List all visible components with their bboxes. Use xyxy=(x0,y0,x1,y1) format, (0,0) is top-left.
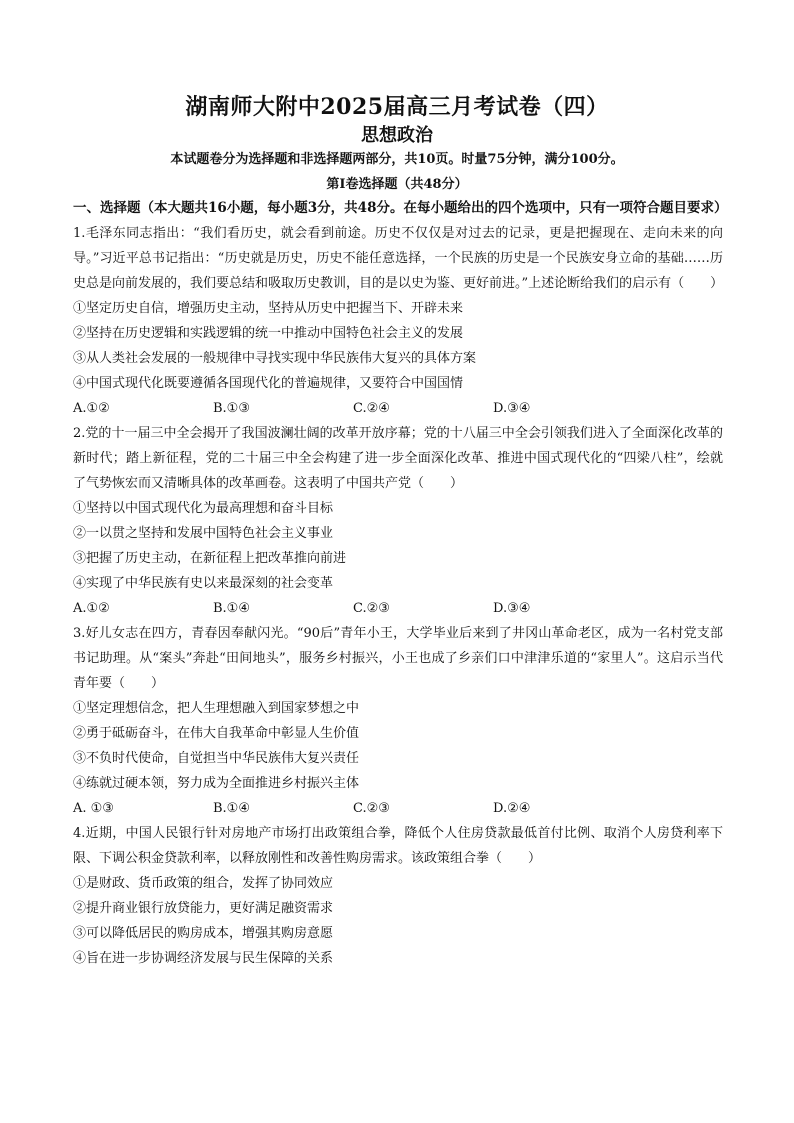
statement-option: ③从人类社会发展的一般规律中寻找实现中华民族伟大复兴的具体方案 xyxy=(73,351,477,366)
question-2 xyxy=(73,421,723,621)
question-area xyxy=(73,196,728,971)
statement-option: ④练就过硬本领，努力成为全面推进乡村振兴主体 xyxy=(73,776,360,791)
statement-option: ②提升商业银行放贷能力，更好满足融资需求 xyxy=(73,901,334,916)
question-4 xyxy=(73,821,723,971)
statement-option: ④中国式现代化既要遵循各国现代化的普遍规律，又要符合中国国情 xyxy=(73,376,464,391)
section-heading: 一、选择题（本大题共16小题，每小题3分，共48分。在每小题给出的四个选项中，只有一项符合题目要求） xyxy=(73,200,728,216)
question-stem: 3.好儿女志在四方，青春因奉献闪光。“90后”青年小王，大学毕业后来到了井冈山革命老区，成为一名村党支部书记助理。从“案头”奔赴“田间地头”，服务乡村振兴，小王也成了乡亲们口中津津乐道的“家里人”。这启示当代青年要（ ） xyxy=(73,626,723,691)
statement-option: ③把握了历史主动，在新征程上把改革推向前进 xyxy=(73,551,347,566)
answer-choice-b: B.①④ xyxy=(213,801,250,816)
answer-choice-b: B.①④ xyxy=(213,601,250,616)
question-3 xyxy=(73,621,723,821)
statement-option: ①坚定历史自信，增强历史主动，坚持从历史中把握当下、开辟未来 xyxy=(73,301,464,316)
answer-choice-d: D.③④ xyxy=(493,401,531,416)
part-heading: 第Ⅰ卷选择题（共48分） xyxy=(326,177,468,192)
statement-option: ①是财政、货币政策的组合，发挥了协同效应 xyxy=(73,876,334,891)
answer-choice-a: A.①② xyxy=(73,401,110,416)
statement-option: ①坚定理想信念，把人生理想融入到国家梦想之中 xyxy=(73,701,360,716)
subject-title: 思想政治 xyxy=(361,125,433,146)
statement-option: ③可以降低居民的购房成本，增强其购房意愿 xyxy=(73,926,334,941)
exam-title: 湖南师大附中2025届高三月考试卷（四） xyxy=(185,94,609,120)
answer-choices xyxy=(73,796,723,821)
answer-choice-d: D.②④ xyxy=(493,801,531,816)
answer-choice-a: A. ①③ xyxy=(73,801,114,816)
answer-choice-c: C.②④ xyxy=(353,401,390,416)
answer-choice-d: D.③④ xyxy=(493,601,531,616)
statement-option: ②一以贯之坚持和发展中国特色社会主义事业 xyxy=(73,526,334,541)
answer-choice-c: C.②③ xyxy=(353,601,390,616)
question-stem: 1.毛泽东同志指出：“我们看历史，就会看到前途。历史不仅仅是对过去的记录，更是把握现在、走向未来的向导。”习近平总书记指出：“历史就是历史，历史不能任意选择，一个民族的历史是一个民族安身立命的基础……历史总是向前发展的，我们要总结和吸取历史教训，目的是以史为鉴、更好前进。”上述论断给我们的启示有（ ） xyxy=(73,226,724,291)
statement-option: ④旨在进一步协调经济发展与民生保障的关系 xyxy=(73,951,334,966)
statement-option: ③不负时代使命，自觉担当中华民族伟大复兴责任 xyxy=(73,751,360,766)
question-stem: 4.近期，中国人民银行针对房地产市场打出政策组合拳，降低个人住房贷款最低首付比例、取消个人房贷利率下限、下调公积金贷款利率，以释放刚性和改善性购房需求。该政策组合拳（ ） xyxy=(73,826,723,866)
exam-notice: 本试题卷分为选择题和非选择题两部分，共10页。时量75分钟，满分100分。 xyxy=(170,152,624,167)
statement-option: ④实现了中华民族有史以来最深刻的社会变革 xyxy=(73,576,334,591)
answer-choice-c: C.②③ xyxy=(353,801,390,816)
answer-choice-b: B.①③ xyxy=(213,401,250,416)
question-1 xyxy=(73,221,723,421)
statement-option: ①坚持以中国式现代化为最高理想和奋斗目标 xyxy=(73,501,334,516)
answer-choices xyxy=(73,596,723,621)
statement-option: ②坚持在历史逻辑和实践逻辑的统一中推动中国特色社会主义的发展 xyxy=(73,326,464,341)
answer-choice-a: A.①② xyxy=(73,601,110,616)
answer-choices xyxy=(73,396,723,421)
question-stem: 2.党的十一届三中全会揭开了我国波澜壮阔的改革开放序幕；党的十八届三中全会引领我们进入了全面深化改革的新时代；踏上新征程，党的二十届三中全会构建了进一步全面深化改革、推进中国式现代化的“四梁八柱”，绘就了气势恢宏而又清晰具体的改革画卷。这表明了中国共产党（ ） xyxy=(73,426,723,491)
statement-option: ②勇于砥砺奋斗，在伟大自我革命中彰显人生价值 xyxy=(73,726,360,741)
